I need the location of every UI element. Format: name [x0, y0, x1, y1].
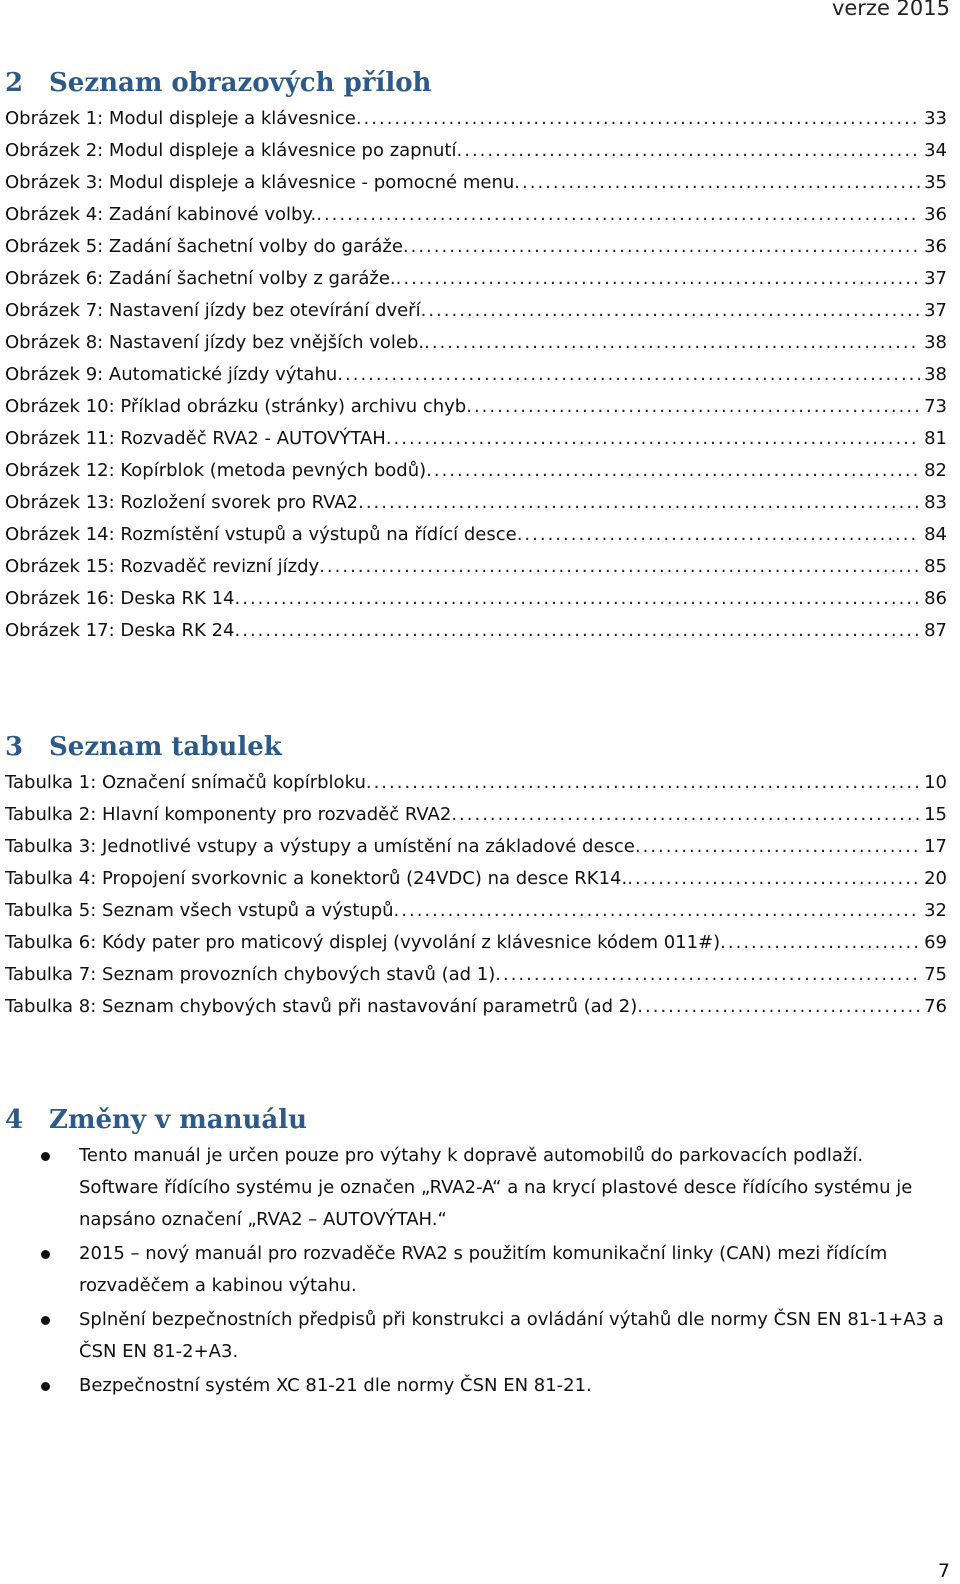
toc-entry-label: Obrázek 5: Zadání šachetní volby do garáže: [5, 236, 403, 257]
toc-entry-page: 38: [924, 332, 947, 353]
toc-leader-dots: [319, 551, 920, 583]
toc-entry-page: 86: [924, 588, 947, 609]
toc-entry[interactable]: [5, 831, 947, 863]
toc-entry-page: 20: [924, 868, 947, 889]
figures-heading-title: Seznam obrazových příloh: [49, 68, 432, 98]
toc-entry-page: 34: [924, 140, 947, 161]
change-item: [5, 1304, 947, 1368]
bullet-icon: [41, 1382, 50, 1391]
toc-entry-page: 73: [924, 396, 947, 417]
bullet-icon: [41, 1250, 50, 1259]
toc-entry-page: 69: [924, 932, 947, 953]
toc-entry-label: Obrázek 11: Rozvaděč RVA2 - AUTOVÝTAH: [5, 428, 386, 449]
toc-leader-dots: [366, 767, 920, 799]
toc-entry[interactable]: [5, 991, 947, 1023]
toc-entry-page: 76: [924, 996, 947, 1017]
toc-entry-label: Tabulka 1: Označení snímačů kopírbloku: [5, 772, 366, 793]
toc-entry-page: 37: [924, 268, 947, 289]
toc-entry-label: Tabulka 4: Propojení svorkovnic a konektorů (24VDC) na desce RK14.: [5, 868, 628, 889]
changes-heading-number: 4: [5, 1105, 24, 1135]
toc-entry[interactable]: [5, 231, 947, 263]
toc-entry[interactable]: [5, 263, 947, 295]
toc-leader-dots: [517, 519, 920, 551]
tables-heading: [5, 727, 947, 767]
toc-leader-dots: [466, 391, 920, 423]
toc-leader-dots: [403, 231, 920, 263]
bullet-icon: [41, 1152, 50, 1161]
toc-leader-dots: [635, 831, 920, 863]
toc-entry-label: Obrázek 8: Nastavení jízdy bez vnějších voleb.: [5, 332, 425, 353]
toc-entry[interactable]: [5, 135, 947, 167]
changes-heading: [5, 1100, 947, 1140]
toc-entry-label: Obrázek 12: Kopírblok (metoda pevných bodů): [5, 460, 427, 481]
toc-entry-page: 84: [924, 524, 947, 545]
toc-entry[interactable]: [5, 487, 947, 519]
toc-entry-label: Tabulka 8: Seznam chybových stavů při nastavování parametrů (ad 2): [5, 996, 638, 1017]
change-item: [5, 1370, 947, 1402]
toc-leader-dots: [356, 103, 920, 135]
figures-heading: [5, 63, 947, 103]
toc-entry-label: Obrázek 7: Nastavení jízdy bez otevírání dveří: [5, 300, 421, 321]
toc-leader-dots: [235, 615, 921, 647]
toc-entry[interactable]: [5, 895, 947, 927]
changes-section: [5, 1100, 947, 1404]
toc-entry-page: 83: [924, 492, 947, 513]
toc-entry[interactable]: [5, 519, 947, 551]
tables-heading-title: Seznam tabulek: [49, 732, 282, 762]
toc-entry-label: Obrázek 14: Rozmístění vstupů a výstupů na řídící desce: [5, 524, 517, 545]
toc-entry-page: 10: [924, 772, 947, 793]
change-item-text: Tento manuál je určen pouze pro výtahy k dopravě automobilů do parkovacích podlaží. Software řídícího systému je označen „RVA2-A“ a na krycí plastové desce řídícího systému je napsáno označení „RVA2 – AUTOVÝTAH.“: [79, 1145, 913, 1230]
toc-entry[interactable]: [5, 927, 947, 959]
toc-leader-dots: [235, 583, 921, 615]
toc-entry-label: Obrázek 9: Automatické jízdy výtahu: [5, 364, 338, 385]
bullet-icon: [41, 1316, 50, 1325]
toc-entry[interactable]: [5, 455, 947, 487]
toc-entry[interactable]: [5, 391, 947, 423]
changes-heading-title: Změny v manuálu: [49, 1105, 308, 1135]
toc-leader-dots: [386, 423, 920, 455]
toc-leader-dots: [394, 895, 921, 927]
toc-leader-dots: [396, 263, 920, 295]
toc-entry[interactable]: [5, 423, 947, 455]
toc-leader-dots: [637, 991, 920, 1023]
toc-entry-page: 37: [924, 300, 947, 321]
toc-entry-label: Tabulka 7: Seznam provozních chybových stavů (ad 1): [5, 964, 496, 985]
toc-entry-page: 87: [924, 620, 947, 641]
toc-entry-label: Obrázek 15: Rozvaděč revizní jízdy: [5, 556, 320, 577]
toc-leader-dots: [457, 135, 921, 167]
toc-entry[interactable]: [5, 359, 947, 391]
figures-list: [5, 103, 947, 647]
toc-leader-dots: [424, 327, 920, 359]
toc-entry-label: Obrázek 3: Modul displeje a klávesnice - pomocné menu: [5, 172, 515, 193]
toc-entry-page: 36: [924, 204, 947, 225]
figures-heading-number: 2: [5, 68, 24, 98]
toc-leader-dots: [421, 295, 921, 327]
toc-entry-page: 38: [924, 364, 947, 385]
change-item: [5, 1238, 947, 1302]
document-version: verze 2015: [831, 0, 950, 20]
toc-leader-dots: [495, 959, 920, 991]
tables-section: [5, 727, 947, 1023]
toc-entry-label: Tabulka 3: Jednotlivé vstupy a výstupy a umístění na základové desce: [5, 836, 635, 857]
toc-leader-dots: [358, 487, 920, 519]
toc-leader-dots: [514, 167, 920, 199]
toc-entry-page: 81: [924, 428, 947, 449]
toc-entry[interactable]: [5, 959, 947, 991]
toc-entry-label: Tabulka 5: Seznam všech vstupů a výstupů: [5, 900, 394, 921]
page-number: 7: [937, 1560, 950, 1582]
toc-entry[interactable]: [5, 167, 947, 199]
toc-entry-label: Obrázek 2: Modul displeje a klávesnice po zapnutí: [5, 140, 457, 161]
toc-entry-page: 33: [924, 108, 947, 129]
toc-leader-dots: [337, 359, 920, 391]
toc-entry-label: Obrázek 16: Deska RK 14: [5, 588, 235, 609]
toc-entry-page: 36: [924, 236, 947, 257]
toc-entry-label: Tabulka 6: Kódy pater pro maticový displej (vyvolání z klávesnice kódem 011#): [5, 932, 721, 953]
toc-entry-page: 15: [924, 804, 947, 825]
change-item-text: 2015 – nový manuál pro rozvaděče RVA2 s použitím komunikační linky (CAN) mezi řídícím rozvaděčem a kabinou výtahu.: [79, 1243, 888, 1296]
toc-leader-dots: [451, 799, 920, 831]
toc-entry[interactable]: [5, 551, 947, 583]
toc-entry-page: 75: [924, 964, 947, 985]
toc-entry[interactable]: [5, 295, 947, 327]
change-item-text: Splnění bezpečnostních předpisů při konstrukci a ovládání výtahů dle normy ČSN EN 81-1+A3 a ČSN EN 81-2+A3.: [79, 1309, 944, 1362]
change-item: [5, 1140, 947, 1236]
toc-entry-label: Obrázek 10: Příklad obrázku (stránky) archivu chyb: [5, 396, 467, 417]
toc-entry[interactable]: [5, 863, 947, 895]
toc-entry-page: 35: [924, 172, 947, 193]
toc-entry-label: Obrázek 1: Modul displeje a klávesnice: [5, 108, 356, 129]
toc-entry-page: 82: [924, 460, 947, 481]
change-item-text: Bezpečnostní systém XC 81-21 dle normy ČSN EN 81-21.: [79, 1375, 592, 1396]
toc-entry-page: 85: [924, 556, 947, 577]
toc-entry-label: Obrázek 13: Rozložení svorek pro RVA2: [5, 492, 359, 513]
toc-entry[interactable]: [5, 327, 947, 359]
toc-entry[interactable]: [5, 799, 947, 831]
toc-entry[interactable]: [5, 767, 947, 799]
toc-entry[interactable]: [5, 103, 947, 135]
toc-entry[interactable]: [5, 615, 947, 647]
toc-leader-dots: [316, 199, 920, 231]
toc-entry-label: Obrázek 6: Zadání šachetní volby z garáže.: [5, 268, 396, 289]
toc-entry-page: 17: [924, 836, 947, 857]
toc-leader-dots: [426, 455, 920, 487]
toc-entry-page: 32: [924, 900, 947, 921]
toc-entry[interactable]: [5, 199, 947, 231]
toc-leader-dots: [627, 863, 920, 895]
toc-leader-dots: [720, 927, 920, 959]
toc-entry-label: Obrázek 4: Zadání kabinové volby.: [5, 204, 317, 225]
tables-list: [5, 767, 947, 1023]
toc-entry-label: Tabulka 2: Hlavní komponenty pro rozvaděč RVA2: [5, 804, 452, 825]
toc-entry[interactable]: [5, 583, 947, 615]
tables-heading-number: 3: [5, 732, 24, 762]
figures-section: [5, 63, 947, 647]
toc-entry-label: Obrázek 17: Deska RK 24: [5, 620, 235, 641]
changes-list: [5, 1140, 947, 1402]
